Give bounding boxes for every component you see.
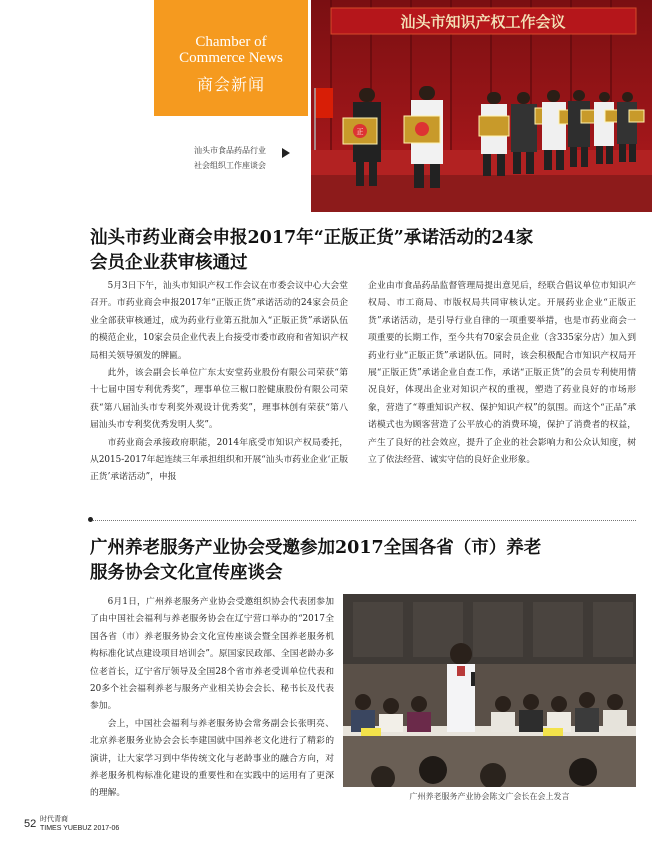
headline-1-line-2: 会员企业获审核通过 bbox=[90, 253, 248, 273]
article-divider bbox=[90, 520, 636, 521]
article-2-paragraph: 会上，中国社会福利与养老服务协会常务副会长张明亮、北京养老服务业协会会长李建国就中国养老文化进行了精彩的演讲，让大家学习到中华传统文化与老龄事业的融合方向，对养老服务机构标准化建设的重要性和在实践中的运用有了更深的理解。 bbox=[90, 718, 334, 799]
article-1-headline bbox=[90, 226, 635, 276]
section-title-zh: 商会新闻 bbox=[196, 75, 265, 94]
article-2-paragraph: 6月1日，广州养老服务产业协会受邀组织协会代表团参加了由中国社会福利与养老服务协会在辽宁营口举办的“2017全国各省（市）养老服务协会文化宣传座谈会暨全国养老服务机构标准化试点建设项目培训会”。原国家民政部、全国老龄办多位老首长，辽宁省厅领导及全国28个省市养老受训单位代表和20多个社会福利养老与服务产业相关协会会长、秘书长及代表参加。 bbox=[90, 597, 334, 712]
headline-2-line-2: 服务协会文化宣传座谈会 bbox=[90, 563, 283, 583]
caption-line-1: 汕头市食品药品行业 bbox=[194, 146, 266, 155]
caption-line-2: 社会组织工作座谈会 bbox=[194, 161, 266, 170]
publication-info bbox=[40, 815, 119, 833]
article-2-headline bbox=[90, 536, 635, 586]
banner-text: 汕头市知识产权工作会议 bbox=[400, 13, 566, 31]
caption-arrow-icon bbox=[282, 148, 290, 158]
headline-2-line-1: 广州养老服务产业协会受邀参加2017全国各省（市）养老 bbox=[90, 538, 542, 558]
page-number: 52 bbox=[24, 818, 37, 830]
article-1-paragraph: 5月3日下午，汕头市知识产权工作会议在市委会议中心大会堂召开。市药业商会申报2017年“正版正货”承诺活动的24家会员企业全部获审核通过，成为药业行业第五批加入“正版正货”承诺队伍的模范企业，10家会员企业代表上台接受市委市政府和省知识产权局相关领导颁发的牌匾。 bbox=[90, 281, 348, 361]
section-title-en-line1: Chamber of bbox=[195, 34, 267, 50]
article-2-column-1 bbox=[90, 594, 334, 803]
article-1-column-1 bbox=[90, 278, 348, 487]
article-1-column-2 bbox=[368, 278, 636, 469]
section-title-en-line2: Commerce News bbox=[179, 50, 283, 66]
section-tag bbox=[154, 0, 308, 116]
headline-1-line-1: 汕头市药业商会申报2017年“正版正货”承诺活动的24家 bbox=[90, 228, 534, 248]
divider-dot bbox=[88, 517, 93, 522]
article-1-paragraph: 此外，该会副会长单位广东太安堂药业股份有限公司荣获“第十七届中国专利优秀奖”，理事单位三椒口腔健康股份有限公司荣获“第八届汕头市专利奖外观设计优秀奖”，理事林创有荣获“第八届汕头市专利奖优秀发明人奖”。 bbox=[90, 368, 348, 431]
publication-name-zh: 时代青商 bbox=[40, 815, 68, 823]
award-ceremony-photo bbox=[311, 0, 652, 212]
plaque-label: 正 bbox=[356, 128, 364, 136]
article-1-paragraph: 市药业商会承接政府职能，2014年底受市知识产权局委托，从2015-2017年起连续三年承担组织和开展“汕头市药业企业‘正版正货’承诺活动”，申报 bbox=[90, 437, 348, 483]
publication-name-en: TIMES YUEBUZ 2017-06 bbox=[40, 825, 120, 832]
photo-caption-2: 广州养老服务产业协会陈文广会长在会上发言 bbox=[409, 792, 570, 801]
meeting-speaker-photo bbox=[343, 594, 636, 787]
article-1-paragraph: 企业由市食品药品监督管理局提出意见后，经联合倡议单位市知识产权局、市工商局、市版权局共同审核认定。开展药业企业“正版正货”承诺活动，是引导行业自律的一项重要举措，也是市药业商会一项重要的长期工作，至今共有70家会员企业（含335家分店）加入到药业行业“正版正货”承诺队伍。同时，该会积极配合市知识产权局开展“正版正货”承诺企业自查工作，承诺“正版正货”的会员专利使用情况良好，体现出企业对知识产权的重视，塑造了药业良好的市场形象，营造了“尊重知识产权、保护知识产权”的氛围。而这个“正品”承诺模式也为顾客营造了公平放心的消费环境，保护了消费者的权益，产生了良好的社会效应，提升了企业的社会影响力和公众认知度，树立了依法经营、诚实守信的良好企业形象。 bbox=[368, 281, 636, 466]
